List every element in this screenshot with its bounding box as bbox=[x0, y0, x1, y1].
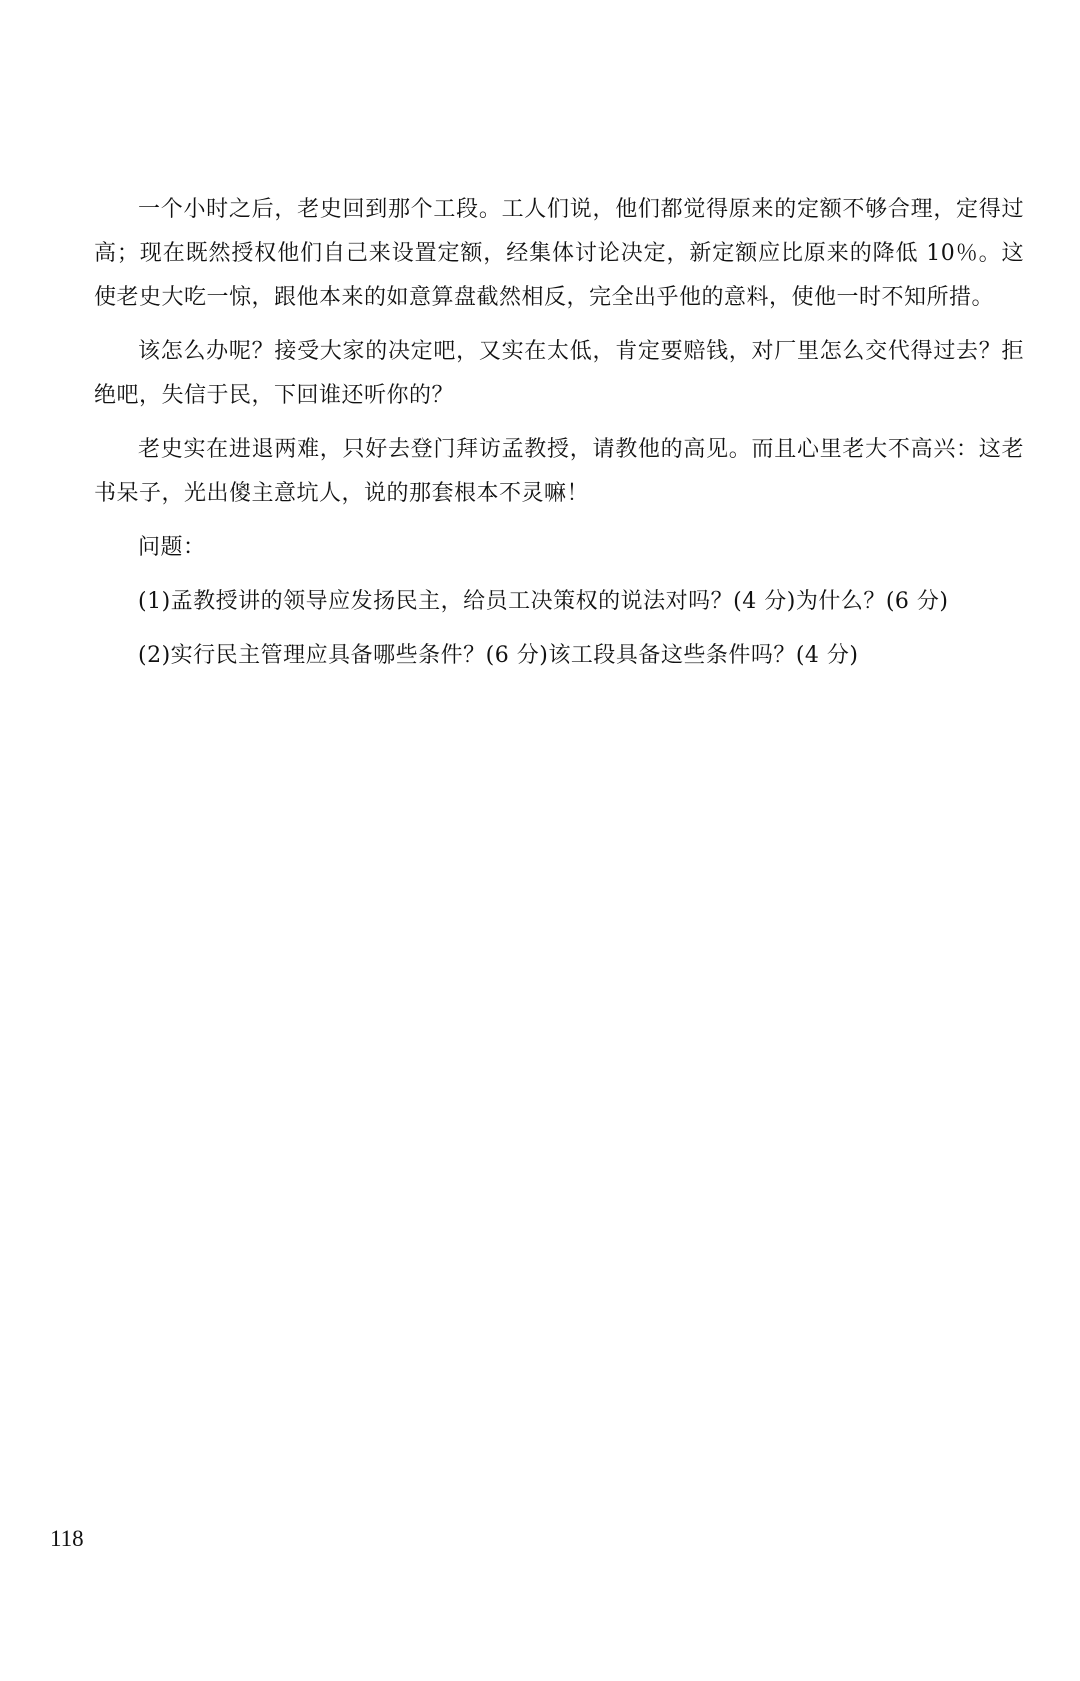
questions-label: 问题： bbox=[138, 535, 206, 560]
body-text bbox=[94, 188, 1024, 678]
question-2: (2)实行民主管理应具备哪些条件？(6 分)该工段具备这些条件吗？(4 分) bbox=[138, 643, 859, 668]
paragraph-3: 老史实在进退两难，只好去登门拜访孟教授，请教他的高见。而且心里老大不高兴：这老书呆子，光出傻主意坑人，说的那套根本不灵嘛！ bbox=[94, 437, 1024, 506]
paragraph-2: 该怎么办呢？接受大家的决定吧，又实在太低，肯定要赔钱，对厂里怎么交代得过去？拒绝吧，失信于民，下回谁还听你的？ bbox=[94, 339, 1024, 408]
question-1: (1)孟教授讲的领导应发扬民主，给员工决策权的说法对吗？(4 分)为什么？(6 分) bbox=[138, 589, 949, 614]
paragraph-1: 一个小时之后，老史回到那个工段。工人们说，他们都觉得原来的定额不够合理，定得过高；现在既然授权他们自己来设置定额，经集体讨论决定，新定额应比原来的降低 10％。这使老史大吃一惊，跟他本来的如意算盘截然相反，完全出乎他的意料，使他一时不知所措。 bbox=[94, 197, 1024, 310]
page-number: 118 bbox=[50, 1526, 84, 1551]
